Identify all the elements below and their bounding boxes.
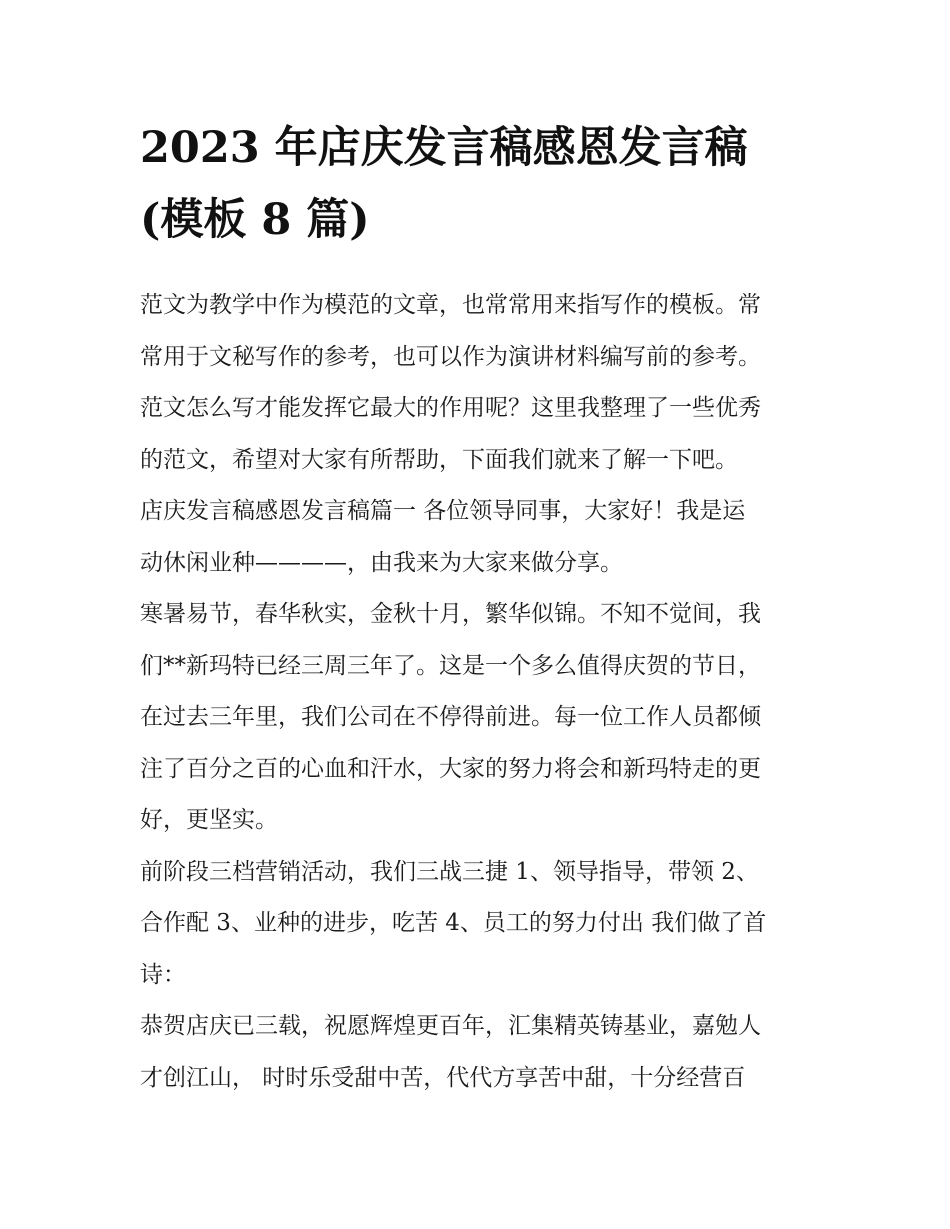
body-line: 们**新玛特已经三周三年了。这是一个多么值得庆贺的节日，: [140, 652, 761, 679]
body-line: 恭贺店庆已三载，祝愿辉煌更百年，汇集精英铸基业，嘉勉人: [140, 1013, 761, 1039]
body-line: 的范文，希望对大家有所帮助，下面我们就来了解一下吧。: [140, 446, 738, 473]
title-line: 2023 年店庆发言稿感恩发言稿: [140, 123, 748, 173]
document-title: [140, 112, 820, 256]
document-body: [140, 280, 820, 1104]
body-line: 诗：: [140, 961, 186, 988]
body-line: 才创江山， 时时乐受甜中苦，代代方享苦中甜，十分经营百: [140, 1064, 746, 1091]
body-line: 寒暑易节，春华秋实，金秋十月，繁华似锦。不知不觉间，我: [140, 601, 761, 627]
body-line: 范文为教学中作为模范的文章，也常常用来指写作的模板。常: [140, 292, 761, 318]
body-line: 常用于文秘写作的参考，也可以作为演讲材料编写前的参考。: [140, 343, 761, 370]
body-line: 店庆发言稿感恩发言稿篇一 各位领导同事，大家好！我是运: [140, 498, 746, 524]
body-line: 范文怎么写才能发挥它最大的作用呢？这里我整理了一些优秀: [140, 395, 761, 421]
body-line: 动休闲业种————，由我来为大家来做分享。: [140, 549, 623, 576]
body-line: 好，更坚实。: [140, 807, 278, 833]
body-line: 注了百分之百的心血和汗水，大家的努力将会和新玛特走的更: [140, 755, 761, 782]
body-line: 合作配 3、业种的进步，吃苦 4、员工的努力付出 我们做了首: [140, 910, 767, 936]
body-line: 前阶段三档营销活动，我们三战三捷 1、领导指导，带领 2、: [140, 858, 759, 885]
body-line: 在过去三年里，我们公司在不停得前进。每一位工作人员都倾: [140, 704, 761, 730]
title-line: (模板 8 篇): [140, 195, 370, 245]
